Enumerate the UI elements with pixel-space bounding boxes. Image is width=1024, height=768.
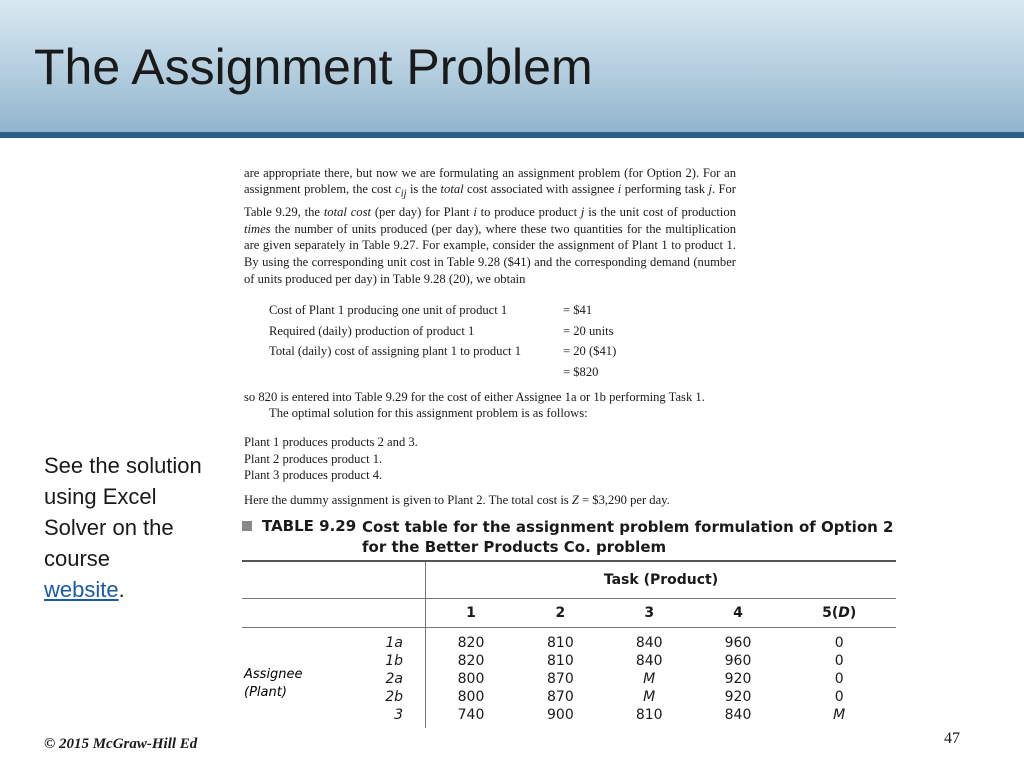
row-label: 3	[242, 706, 426, 724]
row-label: 1a	[242, 634, 426, 652]
column-header: 2	[516, 599, 605, 628]
table-cell: 920	[724, 671, 752, 687]
table-cell: 920	[724, 689, 752, 705]
calc-value: = $41	[563, 303, 593, 318]
table-cell: 0	[834, 671, 844, 687]
intro-segment: cost associated with assignee	[463, 182, 618, 197]
intro-segment: total	[440, 182, 464, 197]
calc-label: Required (daily) production of product 1	[269, 323, 475, 338]
table-cell: 810	[547, 653, 574, 669]
dummy-text: Here the dummy assignment is given to Plant 2. The total cost is	[244, 493, 572, 508]
dummy-assignment-text	[244, 492, 736, 509]
corner-cell	[242, 561, 426, 599]
course-website-link[interactable]: website	[44, 577, 119, 602]
intro-segment: is the	[406, 182, 441, 197]
table-row	[242, 670, 896, 688]
calc-row	[269, 341, 736, 362]
intro-segment: i	[473, 204, 477, 219]
intro-segment: j	[708, 182, 712, 197]
column-header: 1	[426, 599, 516, 628]
intro-segment: total cost	[323, 204, 372, 219]
calculation-block	[269, 300, 736, 382]
plant-assignments-list	[244, 434, 736, 484]
calc-row	[269, 300, 736, 321]
slide-title: The Assignment Problem	[34, 39, 593, 95]
row-label: 2b	[242, 688, 426, 706]
intro-segment: performing task	[621, 182, 709, 197]
table-caption	[242, 514, 896, 560]
cost-table-figure	[242, 514, 896, 728]
table-cell: 900	[547, 707, 574, 723]
page-number: 47	[944, 730, 960, 747]
row-label: 2a	[242, 670, 426, 688]
table-row	[242, 652, 896, 670]
table-cell: 960	[724, 653, 752, 669]
assignee-label-line: Assignee	[244, 667, 303, 682]
intro-segment: i	[617, 182, 622, 197]
table-cell: 740	[457, 707, 485, 723]
textbook-excerpt	[244, 152, 736, 509]
cost-table	[242, 560, 896, 728]
copyright-footer: © 2015 McGraw-Hill Ed	[44, 736, 198, 752]
table-cell: 840	[635, 653, 663, 669]
calc-value: = 20 ($41)	[563, 344, 617, 359]
caption-square-icon	[242, 521, 252, 531]
table-cell: 840	[724, 707, 752, 723]
after-calc-text: so 820 is entered into Table 9.29 for the cost of either Assignee 1a or 1b performing Task 1.	[244, 389, 705, 404]
intro-segment: are appropriate there, but now we are formulating an assignment problem (for Option 2). For an assignment problem, the cost	[244, 165, 736, 197]
calc-label: Total (daily) cost of assigning plant 1 to product 1	[269, 344, 521, 359]
table-cell: 870	[547, 671, 574, 687]
dummy-value: = $3,290 per day.	[578, 493, 670, 508]
intro-segment: times	[244, 221, 271, 236]
calc-value: = 20 units	[563, 323, 614, 338]
banner-divider	[0, 132, 1024, 138]
plant-assignment-item: Plant 1 produces products 2 and 3.	[244, 435, 418, 450]
task-header: Task (Product)	[603, 572, 719, 588]
table-cell: 960	[724, 635, 752, 651]
column-header: 4	[694, 599, 783, 628]
optimal-intro-text: The optimal solution for this assignment problem is as follows:	[269, 406, 588, 421]
intro-segment: is the unit cost of production	[584, 204, 737, 219]
plant-assignment-item: Plant 3 produces product 4.	[244, 468, 383, 483]
table-row	[242, 688, 896, 706]
intro-segment: c	[395, 182, 401, 197]
table-cell: 800	[457, 671, 485, 687]
intro-segment: the number of units produced (per day), where these two quantities for the multiplication are given separately in Table 9.27. For example, consider the assignment of Plant 1 to product 1. By using the corresponding unit cost in Table 9.28 ($41) and the corresponding demand (number of units produced per day) in Table 9.28 (20), we obtain	[244, 221, 736, 286]
assignee-axis-label	[242, 666, 303, 702]
intro-segment: ij	[400, 188, 407, 200]
plant-assignment-item: Plant 2 produces product 1.	[244, 451, 383, 466]
table-cell: 0	[834, 689, 844, 705]
intro-segment: to produce product	[476, 204, 581, 219]
calc-row	[269, 321, 736, 342]
table-cell: 810	[635, 707, 663, 723]
table-end-row	[242, 724, 896, 728]
dummy-z: Z	[571, 493, 579, 508]
table-cell: M	[643, 689, 656, 705]
column-header: 5(D)	[782, 599, 896, 628]
column-header-row	[242, 599, 896, 628]
calc-label: Cost of Plant 1 producing one unit of product 1	[269, 303, 508, 318]
row-label: 1b	[242, 652, 426, 670]
intro-segment: (per day) for Plant	[371, 204, 474, 219]
intro-segment: j	[580, 204, 585, 219]
table-label: TABLE 9.29	[262, 517, 357, 535]
calc-value: = $820	[563, 364, 599, 379]
intro-segment: . For Table 9.29, the	[244, 182, 737, 219]
table-row	[242, 706, 896, 724]
side-note	[44, 450, 214, 605]
column-header-corner	[242, 599, 426, 628]
table-cell: 0	[834, 635, 844, 651]
intro-paragraph	[244, 165, 736, 288]
side-note-end: .	[118, 577, 125, 602]
table-cell: 820	[457, 635, 485, 651]
table-row	[242, 634, 896, 652]
column-header: 3	[605, 599, 694, 628]
table-caption-text: Cost table for the assignment problem formulation of Option 2 for the Better Products Co. problem	[362, 518, 894, 556]
assignee-label-line: (Plant)	[244, 685, 287, 700]
table-body	[242, 628, 896, 729]
table-cell: 810	[547, 635, 574, 651]
side-note-text: See the solution using Excel Solver on the course	[44, 453, 202, 571]
calc-row	[269, 362, 736, 383]
table-cell: M	[833, 707, 846, 723]
table-cell: 0	[834, 653, 844, 669]
table-cell: 870	[547, 689, 574, 705]
table-cell: 820	[457, 653, 485, 669]
table-cell: M	[643, 671, 656, 687]
task-header-row	[242, 561, 896, 599]
table-cell: 840	[635, 635, 663, 651]
table-cell: 800	[457, 689, 485, 705]
